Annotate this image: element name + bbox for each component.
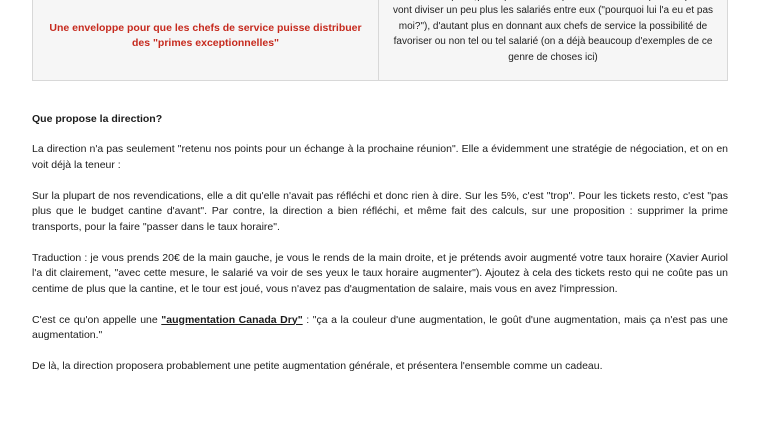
- article-section: [32, 112, 728, 390]
- response-text-cut: [387, 0, 719, 1]
- proposals-table-fragment: [32, 0, 728, 81]
- canada-dry-link[interactable]: "augmentation Canada Dry": [161, 313, 303, 326]
- paragraph-5: De là, la direction proposera probablement une petite augmentation générale, et présentera l'ensemble comme un cadeau.: [32, 360, 603, 372]
- response-text: vont diviser un peu plus les salariés entre eux ("pourquoi lui l'a eu et pas moi?"), d'autant plus en donnant aux chefs de service la possibilité de favoriser ou non tel ou tel salarié (on a déjà beaucoup d'exemples de ce genre de choses ici): [392, 5, 714, 63]
- paragraph-1: La direction n'a pas seulement "retenu nos points pour un échange à la prochaine réunion". Elle a évidemment une stratégie de négociation, et on en voit déjà la teneur :: [32, 143, 728, 171]
- paragraph-2: Sur la plupart de nos revendications, elle a dit qu'elle n'avait pas réfléchi et donc rien à dire. Sur les 5%, c'est "trop". Pour les tickets resto, c'est "pas plus que le budget cantine d'avant". Par contre, la direction a bien réfléchi, et même fait des calculs, sur une proposition : supprimer la prime transports, pour la faire "passer dans le taux horaire".: [32, 189, 728, 233]
- section-heading: Que propose la direction?: [32, 113, 163, 125]
- paragraph-4-end: : "ça a la couleur d'une augmentation, le goût d'une augmentation, mais ça n'est pas une augmentation.": [32, 313, 728, 341]
- paragraph-3: Traduction : je vous prends 20€ de la main gauche, je vous le rends de la main droite, et je prétends avoir augmenté votre taux horaire (Xavier Auriol l'a dit clairement, "avec cette mesure, le salarié va voir de ses yeux le taux horaire augmenter"). Ajoutez à cela des tickets resto qui ne coûte pas un centime de plus que la cantine, et le tour est joué, vous n'avez pas d'augmentation de salaire, mais vous en avez l'impression.: [32, 251, 728, 295]
- paragraph-4: [32, 313, 728, 344]
- paragraph-4-start: C'est ce qu'on appelle une: [32, 313, 162, 326]
- table-cell-proposal: [33, 0, 379, 80]
- table-cell-response: [379, 0, 727, 80]
- proposal-text: Une enveloppe pour que les chefs de service puisse distribuer des "primes exceptionnelles": [49, 22, 362, 49]
